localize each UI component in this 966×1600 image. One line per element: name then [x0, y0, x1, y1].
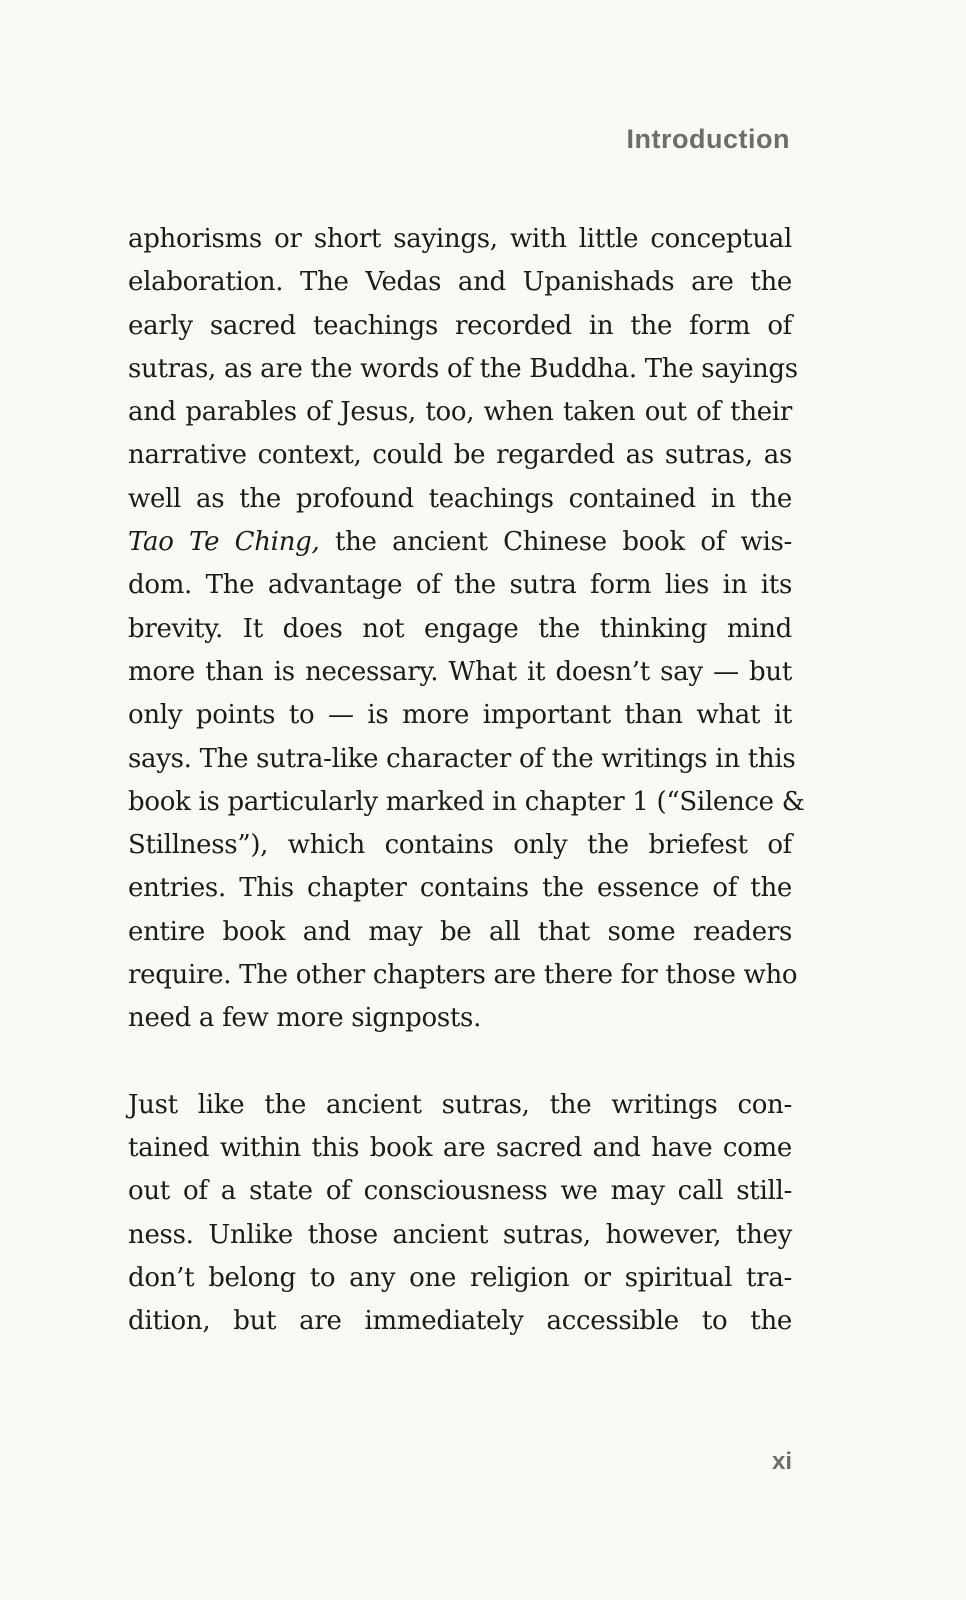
- text-line: narrative context, could be regarded as sutras, as: [128, 440, 792, 471]
- text-line: aphorisms or short sayings, with little conceptual: [128, 224, 792, 254]
- text-line: brevity. It does not engage the thinking mind: [128, 613, 792, 644]
- text-line: more than is necessary. What it doesn’t say — but: [128, 656, 792, 687]
- text-line: entries. This chapter contains the essence of the: [128, 873, 792, 904]
- text-line: dition, but are immediately accessible to the: [128, 1306, 792, 1337]
- text-line-with-title: [128, 521, 792, 564]
- text-line: only points to — is more important than what it: [128, 700, 792, 731]
- text-line: early sacred teachings recorded in the form of: [128, 310, 792, 341]
- text-line: need a few more signposts.: [128, 1003, 482, 1034]
- text-line: Stillness”), which contains only the briefest of: [128, 830, 792, 861]
- page-number: xi: [771, 1448, 792, 1475]
- text-line: sutras, as are the words of the Buddha. The sayings: [128, 353, 798, 384]
- text-line: don’t belong to any one religion or spiritual tra-: [128, 1262, 792, 1293]
- body-text: [128, 218, 805, 1343]
- text-line: well as the profound teachings contained in the: [128, 483, 792, 514]
- text-line: tained within this book are sacred and have come: [128, 1132, 792, 1163]
- text-line: ness. Unlike those ancient sutras, however, they: [128, 1219, 792, 1250]
- text-line-rest: the ancient Chinese book of wis-: [334, 527, 792, 558]
- paragraph-2: [128, 1084, 792, 1344]
- paragraph-1: [128, 218, 805, 1041]
- text-line: book is particularly marked in chapter 1 (“Silence &: [128, 786, 805, 817]
- text-line: require. The other chapters are there for those who: [128, 960, 798, 991]
- book-title: Tao Te Ching,: [128, 527, 320, 558]
- text-line: says. The sutra-like character of the writings in this: [128, 743, 796, 774]
- text-line: out of a state of consciousness we may call still-: [128, 1176, 792, 1207]
- text-line: dom. The advantage of the sutra form lies in its: [128, 570, 792, 601]
- text-line: and parables of Jesus, too, when taken out of their: [128, 397, 792, 428]
- text-line: entire book and may be all that some readers: [128, 916, 792, 947]
- running-head: Introduction: [626, 124, 790, 154]
- text-line: elaboration. The Vedas and Upanishads are the: [128, 267, 792, 298]
- text-line: Just like the ancient sutras, the writings con-: [128, 1089, 792, 1120]
